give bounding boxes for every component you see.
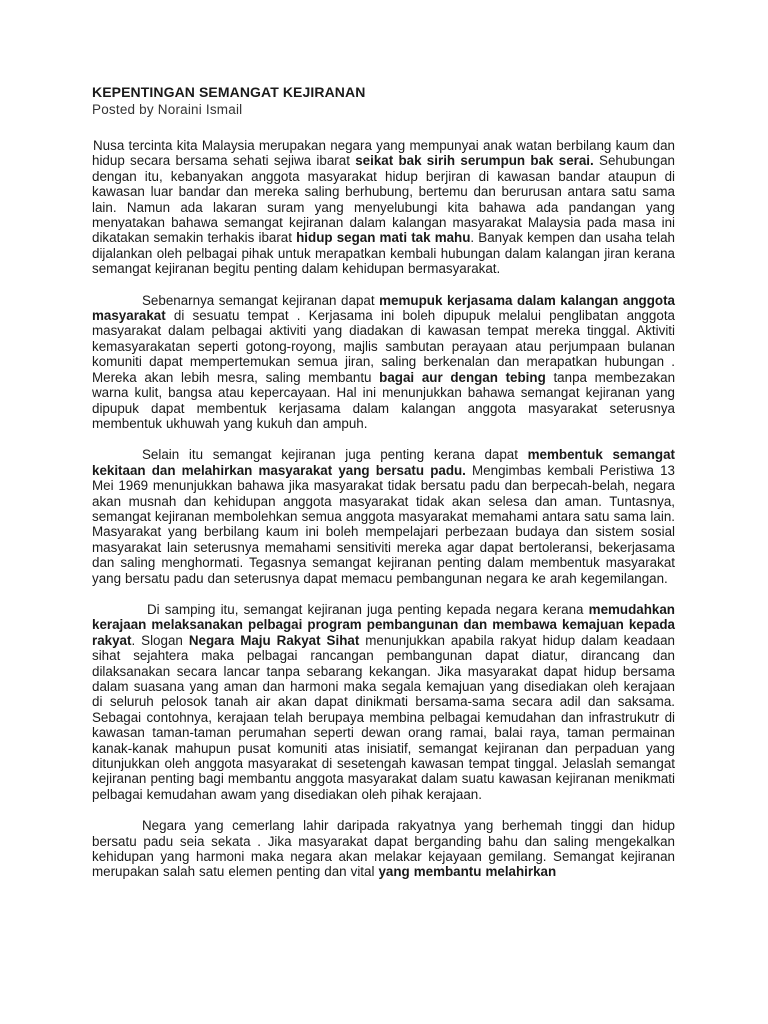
text-run: menunjukkan apabila rakyat hidup dalam keadaan sihat sejahtera maka pelbagai rancangan pembangunan dapat diatur, dirancang dan dilaksanakan secara lancar tanpa sebarang kekangan. Jika masyarakat dapat hidup bersama dalam suasana yang aman dan harmoni maka segala kemajuan yang disediakan oleh kerajaan di seluruh pelosok tanah air akan dapat dinikmati bersama-sama secara adil dan saksama. Sebagai contohnya, kerajaan telah berupaya membina pelbagai kemudahan dan infrastrukutr di kawasan taman-taman perumahan seperti dewan orang ramai, balai raya, taman permainan kanak-kanak mahupun pusat komuniti atas inisiatif, semangat kejiranan dan perpaduan yang ditunjukkan oleh anggota masyarakat di sesetengah kawasan tempat tinggal. Jelaslah semangat kejiranan penting bagi membantu anggota masyarakat dalam suatu kawasan kejiranan menikmati pelbagai kemudahan awam yang disediakan oleh pihak kerajaan.: [92, 632, 676, 802]
bold-phrase: seikat bak sirih serumpun bak serai.: [355, 153, 594, 169]
text-run: . Banyak kempen dan usaha telah dijalankan oleh pelbagai pihak untuk merapatkan kembali hubungan dalam kalangan jiran kerana semangat kejiranan begitu penting dalam kehidupan bermasyarakat.: [92, 230, 675, 277]
bold-phrase: Negara Maju Rakyat Sihat: [188, 632, 360, 648]
article-body: [92, 138, 675, 880]
body-paragraph: [92, 447, 675, 586]
article-byline: Posted by Noraini Ismail: [92, 102, 243, 117]
body-paragraph: [92, 293, 675, 432]
article: [92, 84, 675, 896]
bold-phrase: memupuk kerjasama dalam kalangan anggota masyarakat: [92, 292, 675, 324]
article-title: KEPENTINGAN SEMANGAT KEJIRANAN: [92, 84, 366, 100]
body-paragraph: [92, 138, 675, 277]
text-run: Sehubungan dengan itu, kebanyakan anggota masyarakat hidup berjiran di kawasan bandar ataupun di kawasan luar bandar dan mereka saling berhubung, bertemu dan berurusan antara satu sama lain. Namun ada lakaran suram yang menyelubungi kita bahawa ada pandangan yang menyatakan bahawa semangat kejiranan dalam kalangan masyarakat Malaysia pada masa ini dikatakan semakin terhakis ibarat: [92, 153, 675, 246]
text-run: di sesuatu tempat . Kerjasama ini boleh dipupuk melalui penglibatan anggota masyarakat dalam pelbagai aktiviti yang diadakan di kawasan tempat mereka tinggal. Aktiviti kemasyarakatan seperti gotong-royong, majlis sambutan perayaan atau perjumpaan bulanan komuniti dapat mempertemukan semua jiran, saling berkenalan dan merapatkan hubungan . Mereka akan lebih mesra, saling membantu: [92, 308, 675, 385]
text-run: Di samping itu, semangat kejiranan juga penting kepada negara kerana: [147, 601, 589, 617]
text-run: Sebenarnya semangat kejiranan dapat: [142, 292, 380, 308]
text-run: tanpa membezakan warna kulit, bangsa atau kepercayaan. Hal ini menunjukkan bahawa semangat kejiranan yang dipupuk dapat membentuk kerjasama dalam kalangan anggota masyarakat seterusnya membentuk ukhuwah yang kukuh dan ampuh.: [92, 369, 676, 431]
bold-phrase: membentuk semangat kekitaan dan melahirkan masyarakat yang bersatu padu.: [92, 447, 675, 478]
text-run: . Slogan: [131, 632, 189, 648]
body-paragraph: [92, 602, 675, 802]
text-run: Nusa tercinta kita Malaysia merupakan negara yang mempunyai anak watan berbilang kaum dan hidup secara bersama sehati sejiwa ibarat: [92, 138, 675, 169]
text-run: Mengimbas kembali Peristiwa 13 Mei 1969 menunjukkan bahawa jika masyarakat tidak bersatu padu dan berpecah-belah, negara akan musnah dan kehidupan anggota masyarakat tidak akan selesa dan aman. Tuntasnya, semangat kejiranan membolehkan semua anggota masyarakat memahami antara satu sama lain. Masyarakat yang berbilang kaum ini boleh mempelajari perbezaan budaya dan sistem sosial masyarakat lain seterusnya memahami sensitiviti mereka agar dapat bertoleransi, bekerjasama dan saling menghormati. Tegasnya semangat kejiranan penting dalam membentuk masyarakat yang bersatu padu dan seterusnya dapat memacu pembangunan negara ke arah kegemilangan.: [92, 462, 675, 586]
bold-phrase: bagai aur dengan tebing: [379, 369, 546, 385]
body-paragraph: [92, 818, 675, 880]
text-run: Negara yang cemerlang lahir daripada rakyatnya yang berhemah tinggi dan hidup bersatu padu seia sekata . Jika masyarakat dapat berganding bahu dan saling mengekalkan kehidupan yang harmoni maka negara akan melakar kejayaan gemilang. Semangat kejiranan merupakan salah satu elemen penting dan vital: [92, 818, 675, 880]
bold-phrase: memudahkan kerajaan melaksanakan pelbagai program pembangunan dan membawa kemajuan kepada rakyat: [92, 601, 675, 648]
bold-phrase: hidup segan mati tak mahu: [296, 230, 471, 246]
bold-phrase: yang membantu melahirkan: [378, 864, 557, 880]
text-run: Selain itu semangat kejiranan juga penting kerana dapat: [142, 447, 528, 463]
